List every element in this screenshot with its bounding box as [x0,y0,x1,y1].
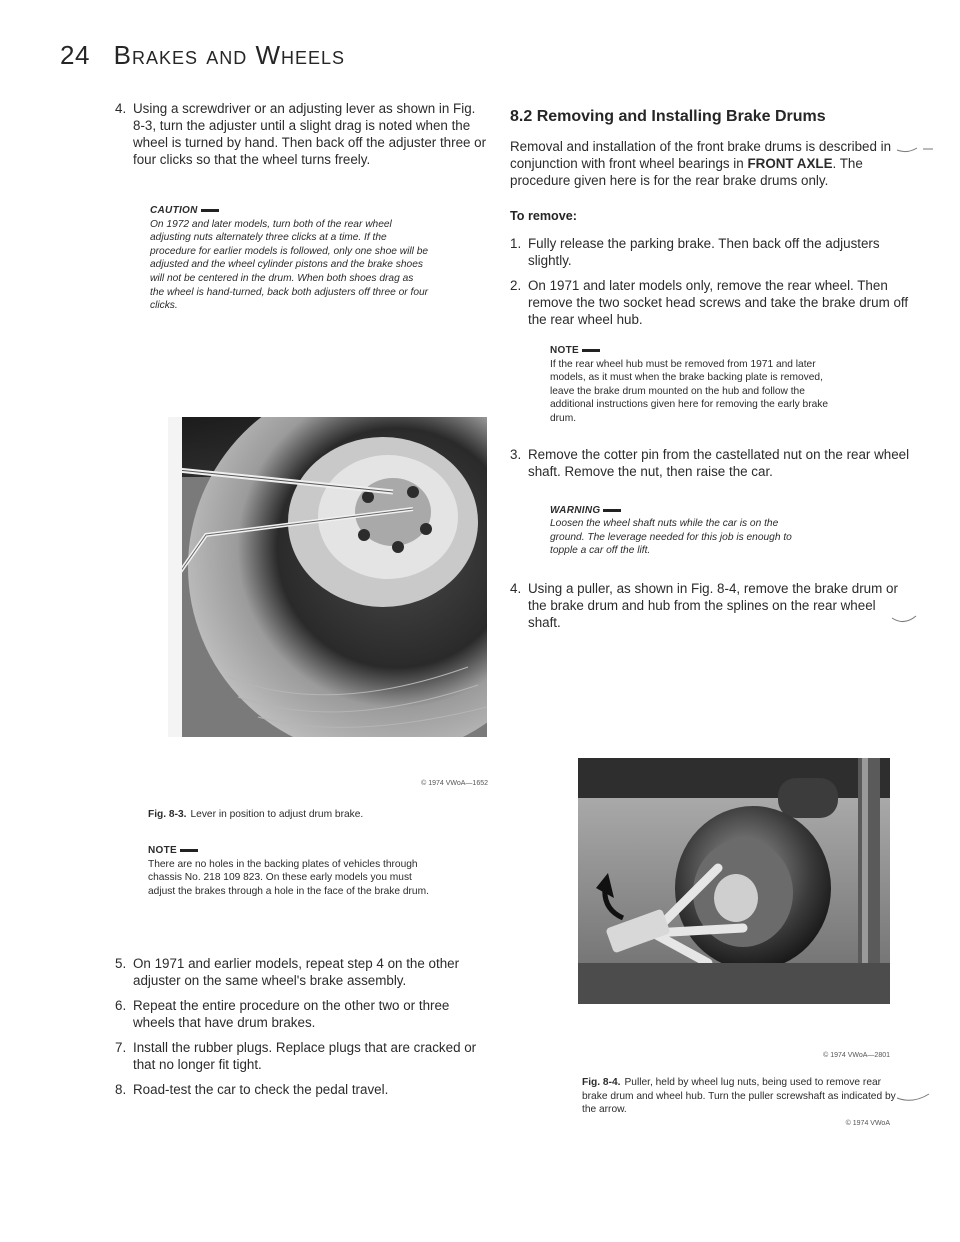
step-number: 7. [115,1040,127,1055]
intro-text-end: . The procedure given here is for the rear brake drums only. [510,156,863,188]
page-header [60,40,345,71]
left-step-8 [115,1081,490,1098]
label-rule [582,349,600,352]
step-text: Repeat the entire procedure on the other two or three wheels that have drum brakes. [133,998,450,1030]
puller-photo [578,758,890,1004]
to-remove-heading: To remove: [510,209,577,223]
intro-text: Removal and installation of the front brake drums is described in conjunction with front wheel bearings in [510,139,892,171]
step-text: On 1971 and later models only, remove the rear wheel. Then remove the two socket head screws and take the brake drum off the rear wheel hub. [528,278,909,327]
right-steps-list [510,235,910,328]
step-number: 2. [510,278,522,293]
step-text: Using a puller, as shown in Fig. 8-4, remove the brake drum or the brake drum and hub from the splines on the rear wheel shaft. [528,580,898,630]
scan-mark [890,612,920,632]
right-step-2 [510,277,910,328]
caution-text: On 1972 and later models, turn both of the rear wheel adjusting nuts alternately three clicks at a time. If the procedure for earlier models is followed, only one shoe will be adjusted and the wheel cylinder pistons and the brake shoes will not be centered in the drum. When both shoes drag as the wheel is hand-turned, back both adjusters off three or four clicks. [150,218,429,312]
left-step-4 [115,100,490,168]
scan-mark [895,1090,935,1110]
left-steps-list [115,955,490,1098]
label-rule [180,849,198,852]
step-number: 1. [510,236,522,251]
note-text: There are no holes in the backing plates of vehicles through chassis No. 218 109 823. On these early models you must adjust the brakes through a hole in the face of the brake drum. [148,858,429,897]
right-step-4 [510,580,910,631]
right-column [510,108,910,631]
figure-8-3-caption [148,808,488,822]
figure-8-4-credit: © 1974 VWoA—2801 [823,1052,890,1059]
left-step-7 [115,1039,490,1073]
step-number: 6. [115,998,127,1013]
section-title: 8.2 Removing and Installing Brake Drums [510,108,826,125]
right-step-3 [510,446,910,480]
step-text: Remove the cotter pin from the castellated nut on the rear wheel shaft. Remove the nut, then raise the car. [528,446,910,479]
step-number: 5. [115,956,127,971]
scan-mark [895,140,935,160]
step-number: 3. [510,446,522,462]
step-text: Road-test the car to check the pedal travel. [133,1082,389,1097]
chapter-title: Brakes and Wheels [113,40,346,70]
warning-label: WARNING [550,504,621,518]
note-label: NOTE [550,344,600,358]
step-text: Install the rubber plugs. Replace plugs that are cracked or that no longer fit tight. [133,1040,477,1072]
label-rule [201,209,219,212]
cross-reference: FRONT AXLE [747,156,833,171]
page-number: 24 [60,40,90,70]
section-intro [510,138,895,189]
left-column [115,100,490,313]
footer-credit: © 1974 VWoA [845,1120,890,1127]
label-rule [603,509,621,512]
note-label: NOTE [148,844,198,858]
note-box-right [550,344,840,426]
step-text: Using a screwdriver or an adjusting lever as shown in Fig. 8-3, turn the adjuster until a slight drag is noted when the wheel is turned by hand. Then back off the adjuster three or four clicks so that the wheel turns freely. [133,101,487,167]
figure-8-3-photo [168,417,487,737]
figure-label: Fig. 8-3. [148,809,187,820]
left-step-6 [115,997,490,1031]
caution-label: CAUTION [150,204,219,218]
warning-text: Loosen the wheel shaft nuts while the car is on the ground. The leverage needed for this job is enough to topple a car off the lift. [550,518,792,557]
note-text: If the rear wheel hub must be removed from 1971 and later models, as it must when the brake backing plate is removed, leave the brake drum mounted on the hub and follow the additional instructions given here for removing the early brake drum. [550,358,829,424]
caution-box [150,204,430,313]
step-number: 4. [510,580,522,596]
figure-8-3-credit: © 1974 VWoA—1652 [421,780,488,787]
figure-8-4-caption [582,1076,902,1117]
brake-lever-photo [168,417,487,737]
caption-text: Puller, held by wheel lug nuts, being used to remove rear brake drum and wheel hub. Turn the puller screwshaft as indicated by the arrow. [582,1077,896,1116]
caption-text: Lever in position to adjust drum brake. [190,809,364,820]
right-step-1 [510,235,910,269]
left-step-5 [115,955,490,989]
step-number: 4. [115,101,127,116]
figure-label: Fig. 8-4. [582,1077,621,1088]
note-box-left [148,844,434,898]
step-text: Fully release the parking brake. Then back off the adjusters slightly. [528,236,880,268]
warning-box [550,504,810,558]
figure-8-4-photo [578,758,890,1004]
step-text: On 1971 and earlier models, repeat step 4 on the other adjuster on the same wheel's brake assembly. [133,956,460,988]
step-number: 8. [115,1082,127,1097]
